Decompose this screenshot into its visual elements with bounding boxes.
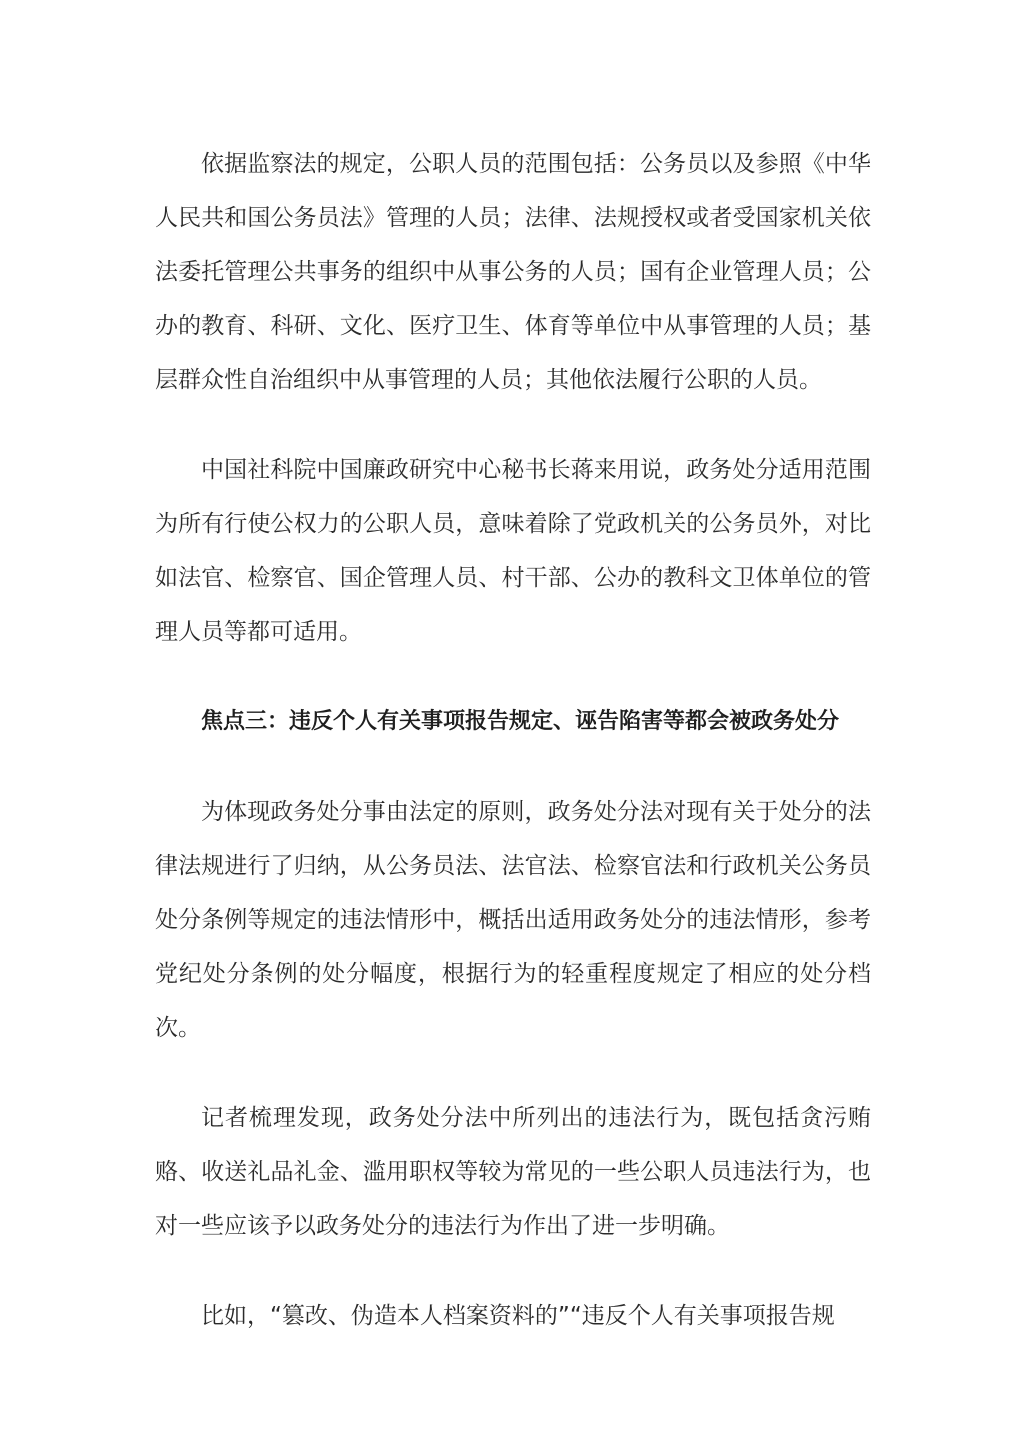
document-body bbox=[155, 137, 871, 1379]
paragraph-legal-basis: 为体现政务处分事由法定的原则，政务处分法对现有关于处分的法律法规进行了归纳，从公务员法、法官法、检察官法和行政机关公务员处分条例等规定的违法情形中，概括出适用政务处分的违法情形，参考党纪处分条例的处分幅度，根据行为的轻重程度规定了相应的处分档次。 bbox=[155, 799, 871, 1041]
paragraph-examples: 比如，“篡改、伪造本人档案资料的”“违反个人有关事项报告规 bbox=[201, 1303, 835, 1329]
paragraph-expert-comment: 中国社科院中国廉政研究中心秘书长蒋来用说，政务处分适用范围为所有行使公权力的公职人员，意味着除了党政机关的公务员外，对比如法官、检察官、国企管理人员、村干部、公办的教科文卫体单位的管理人员等都可适用。 bbox=[155, 457, 871, 645]
paragraph-scope-of-public-officials: 依据监察法的规定，公职人员的范围包括：公务员以及参照《中华人民共和国公务员法》管理的人员；法律、法规授权或者受国家机关依法委托管理公共事务的组织中从事公务的人员；国有企业管理人员；公办的教育、科研、文化、医疗卫生、体育等单位中从事管理的人员；基层群众性自治组织中从事管理的人员；其他依法履行公职的人员。 bbox=[155, 151, 871, 393]
section-heading-focus-three: 焦点三：违反个人有关事项报告规定、诬告陷害等都会被政务处分 bbox=[201, 709, 840, 734]
paragraph-reporter-findings: 记者梳理发现，政务处分法中所列出的违法行为，既包括贪污贿赂、收送礼品礼金、滥用职权等较为常见的一些公职人员违法行为，也对一些应该予以政务处分的违法行为作出了进一步明确。 bbox=[155, 1105, 871, 1239]
